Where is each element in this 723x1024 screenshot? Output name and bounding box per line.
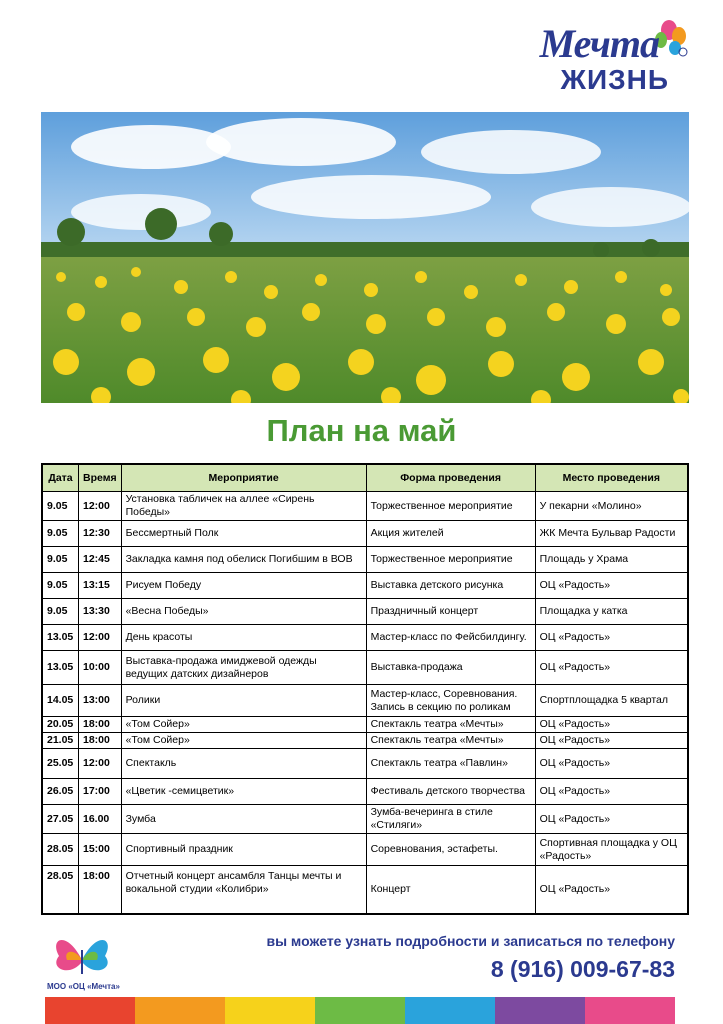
cell-format: Акция жителей xyxy=(366,521,535,547)
phone-number[interactable]: 8 (916) 009-67-83 xyxy=(490,956,675,982)
table-row xyxy=(42,717,688,733)
cell-place: Площадка у катка xyxy=(535,599,688,625)
cell-place: ОЦ «Радость» xyxy=(535,733,688,749)
cell-place: ОЦ «Радость» xyxy=(535,573,688,599)
cell-time: 13:30 xyxy=(79,599,122,625)
cell-date: 21.05 xyxy=(42,733,79,749)
cell-place: ОЦ «Радость» xyxy=(535,651,688,685)
cell-event: Установка табличек на аллее «Сирень Победы» xyxy=(121,492,366,521)
cell-date: 28.05 xyxy=(42,866,79,914)
header-date: Дата xyxy=(42,464,79,492)
cell-time: 12:45 xyxy=(79,547,122,573)
cell-time: 12:00 xyxy=(79,492,122,521)
dandelion-field-photo xyxy=(41,112,689,403)
table-row xyxy=(42,547,688,573)
cell-place: Спортивная площадка у ОЦ «Радость» xyxy=(535,834,688,866)
table-row xyxy=(42,749,688,779)
header-event: Мероприятие xyxy=(121,464,366,492)
cell-date: 9.05 xyxy=(42,492,79,521)
cell-date: 9.05 xyxy=(42,573,79,599)
cell-event: «Том Сойер» xyxy=(121,717,366,733)
brand-logo xyxy=(509,18,689,98)
cell-place: У пекарни «Молино» xyxy=(535,492,688,521)
cell-place: Спортплощадка 5 квартал xyxy=(535,685,688,717)
cell-place: ОЦ «Радость» xyxy=(535,749,688,779)
org-name: МОО «ОЦ «Мечта» xyxy=(47,982,120,991)
cell-time: 16.00 xyxy=(79,805,122,834)
cell-time: 12:00 xyxy=(79,749,122,779)
table-row xyxy=(42,685,688,717)
cell-format: Спектакль театра «Мечты» xyxy=(366,717,535,733)
cell-event: Спектакль xyxy=(121,749,366,779)
cell-date: 20.05 xyxy=(42,717,79,733)
cell-event: Отчетный концерт ансамбля Танцы мечты и вокальной студии «Колибри» xyxy=(121,866,366,914)
cell-format: Мастер-класс по Фейсбилдингу. xyxy=(366,625,535,651)
table-header-row xyxy=(42,464,688,492)
cell-time: 13:15 xyxy=(79,573,122,599)
cell-place: ОЦ «Радость» xyxy=(535,625,688,651)
cell-format: Фестиваль детского творчества xyxy=(366,779,535,805)
table-row xyxy=(42,834,688,866)
cell-place: ЖК Мечта Бульвар Радости xyxy=(535,521,688,547)
logo-mechta: Мечта xyxy=(539,21,659,66)
cell-date: 13.05 xyxy=(42,651,79,685)
cell-format: Торжественное мероприятие xyxy=(366,547,535,573)
cell-time: 12:00 xyxy=(79,625,122,651)
page-title: План на май xyxy=(266,413,457,448)
cell-event: «Весна Победы» xyxy=(121,599,366,625)
rainbow-stripe xyxy=(45,997,675,1024)
cell-event: Ролики xyxy=(121,685,366,717)
cell-event: «Том Сойер» xyxy=(121,733,366,749)
cell-format: Спектакль театра «Мечты» xyxy=(366,733,535,749)
table-row xyxy=(42,733,688,749)
cell-format: Выставка детского рисунка xyxy=(366,573,535,599)
table-row xyxy=(42,573,688,599)
cell-time: 18:00 xyxy=(79,733,122,749)
butterfly-icon xyxy=(47,930,127,990)
cell-format: Зумба-вечеринга в стиле «Стиляги» xyxy=(366,805,535,834)
cell-time: 18:00 xyxy=(79,866,122,914)
header-time: Время xyxy=(79,464,122,492)
header-place: Место проведения xyxy=(535,464,688,492)
table-row xyxy=(42,521,688,547)
cell-event: Зумба xyxy=(121,805,366,834)
cell-place: ОЦ «Радость» xyxy=(535,866,688,914)
cell-format: Спектакль театра «Павлин» xyxy=(366,749,535,779)
cell-date: 9.05 xyxy=(42,599,79,625)
cell-event: День красоты xyxy=(121,625,366,651)
cell-date: 9.05 xyxy=(42,521,79,547)
cell-event: Бессмертный Полк xyxy=(121,521,366,547)
table-row xyxy=(42,866,688,914)
cell-time: 17:00 xyxy=(79,779,122,805)
table-row xyxy=(42,779,688,805)
cell-date: 9.05 xyxy=(42,547,79,573)
cell-format: Праздничный концерт xyxy=(366,599,535,625)
cell-time: 15:00 xyxy=(79,834,122,866)
events-table xyxy=(41,463,689,915)
cell-time: 13:00 xyxy=(79,685,122,717)
logo-zhizn: ЖИЗНЬ xyxy=(560,64,669,95)
cell-time: 10:00 xyxy=(79,651,122,685)
cell-place: ОЦ «Радость» xyxy=(535,717,688,733)
cell-date: 26.05 xyxy=(42,779,79,805)
cell-event: Выставка-продажа имиджевой одежды ведущих датских дизайнеров xyxy=(121,651,366,685)
cell-event: Закладка камня под обелиск Погибшим в ВОВ xyxy=(121,547,366,573)
cell-date: 14.05 xyxy=(42,685,79,717)
cell-format: Концерт xyxy=(366,866,535,914)
cell-event: Рисуем Победу xyxy=(121,573,366,599)
cell-event: «Цветик -семицветик» xyxy=(121,779,366,805)
cell-date: 28.05 xyxy=(42,834,79,866)
cell-place: Площадь у Храма xyxy=(535,547,688,573)
table-row xyxy=(42,805,688,834)
cell-date: 25.05 xyxy=(42,749,79,779)
cell-event: Спортивный праздник xyxy=(121,834,366,866)
cell-place: ОЦ «Радость» xyxy=(535,805,688,834)
cell-place: ОЦ «Радость» xyxy=(535,779,688,805)
cell-date: 27.05 xyxy=(42,805,79,834)
table-row xyxy=(42,599,688,625)
header-format: Форма проведения xyxy=(366,464,535,492)
cell-date: 13.05 xyxy=(42,625,79,651)
cell-time: 18:00 xyxy=(79,717,122,733)
cell-time: 12:30 xyxy=(79,521,122,547)
cell-format: Выставка-продажа xyxy=(366,651,535,685)
table-row xyxy=(42,492,688,521)
cell-format: Мастер-класс, Соревнования. Запись в секцию по роликам xyxy=(366,685,535,717)
cell-format: Соревнования, эстафеты. xyxy=(366,834,535,866)
cell-format: Торжественное мероприятие xyxy=(366,492,535,521)
table-row xyxy=(42,651,688,685)
contact-info-text: вы можете узнать подробности и записаться по телефону xyxy=(266,933,675,949)
table-row xyxy=(42,625,688,651)
